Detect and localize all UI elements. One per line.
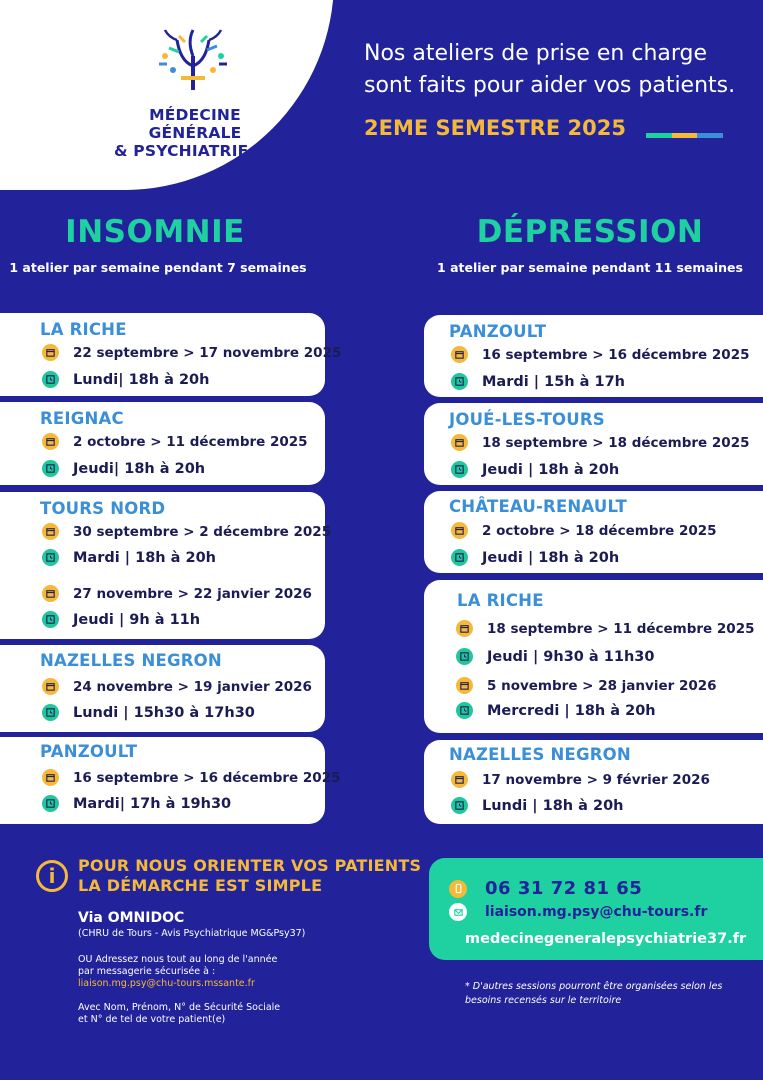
insomnie-card-la-riche	[0, 313, 342, 396]
clock-icon	[451, 797, 468, 814]
session-dates: 18 septembre > 18 décembre 2025	[482, 434, 750, 451]
session-dates: 17 novembre > 9 février 2026	[482, 771, 710, 788]
session-time: Lundi | 15h30 à 17h30	[73, 704, 255, 721]
session-dates: 18 septembre > 11 décembre 2025	[487, 620, 755, 637]
clock-icon	[451, 549, 468, 566]
session-dates: 5 novembre > 28 janvier 2026	[487, 677, 717, 694]
calendar-icon	[456, 677, 473, 694]
calendar-icon	[42, 433, 59, 450]
city-name: TOURS NORD	[40, 499, 166, 518]
via-detail: (CHRU de Tours - Avis Psychiatrique MG&Psy37)	[78, 928, 306, 939]
contact-email[interactable]: liaison.mg.psy@chu-tours.fr	[485, 904, 708, 920]
tree-logo-icon	[155, 26, 231, 92]
phone-number[interactable]: 06 31 72 81 65	[485, 878, 643, 899]
session-dates: 2 octobre > 11 décembre 2025	[73, 433, 308, 450]
session-time: Lundi | 18h à 20h	[482, 797, 624, 814]
calendar-icon	[42, 585, 59, 602]
session-time: Jeudi| 18h à 20h	[73, 460, 206, 477]
depression-subtitle: 1 atelier par semaine pendant 11 semaines	[437, 260, 743, 275]
requirements-line-2: et N° de tel de votre patient(e)	[78, 1014, 226, 1025]
clock-icon	[42, 460, 59, 477]
via-omnidoc: Via OMNIDOC	[78, 910, 185, 926]
clock-icon	[456, 702, 473, 719]
session-dates: 16 septembre > 16 décembre 2025	[482, 346, 750, 363]
semester-label: 2EME SEMESTRE 2025	[364, 116, 626, 140]
insomnie-card-reignac	[0, 402, 325, 485]
insomnie-card-tours-nord	[0, 492, 332, 639]
session-time: Jeudi | 18h à 20h	[482, 549, 620, 566]
session-dates: 22 septembre > 17 novembre 2025	[73, 344, 342, 361]
alt-line-2: par messagerie sécurisée à :	[78, 966, 216, 977]
depression-card-joue-les-tours	[424, 403, 763, 485]
session-time: Mardi| 17h à 19h30	[73, 795, 232, 812]
phone-icon	[449, 880, 467, 898]
orientation-title-2: LA DÉMARCHE EST SIMPLE	[78, 876, 323, 895]
calendar-icon	[451, 434, 468, 451]
depression-card-nazelles-negron	[424, 740, 763, 824]
headline-line-2: sont faits pour aider vos patients.	[364, 73, 736, 98]
footnote	[465, 980, 745, 1008]
depression-card-la-riche	[424, 580, 763, 733]
calendar-icon	[42, 344, 59, 361]
brand-line-2: & PSYCHIATRIE 37	[113, 142, 277, 160]
info-icon: i	[36, 860, 68, 892]
calendar-icon	[42, 678, 59, 695]
city-name: LA RICHE	[40, 320, 127, 339]
calendar-icon	[451, 346, 468, 363]
clock-icon	[42, 371, 59, 388]
city-name: NAZELLES NEGRON	[40, 651, 222, 670]
calendar-icon	[42, 523, 59, 540]
city-name: JOUÉ-LES-TOURS	[449, 410, 605, 429]
footnote-line-2: besoins recensés sur le territoire	[465, 995, 622, 1006]
session-time: Mardi | 18h à 20h	[73, 549, 216, 566]
insomnie-subtitle: 1 atelier par semaine pendant 7 semaines	[9, 260, 307, 275]
calendar-icon	[451, 771, 468, 788]
depression-card-chateau-renault	[424, 491, 763, 573]
clock-icon	[42, 704, 59, 721]
session-dates: 24 novembre > 19 janvier 2026	[73, 678, 312, 695]
clock-icon	[42, 549, 59, 566]
page-headline	[364, 38, 754, 102]
headline-line-1: Nos ateliers de prise en charge	[364, 41, 708, 66]
session-time: Mardi | 15h à 17h	[482, 373, 625, 390]
city-name: CHÂTEAU-RENAULT	[449, 497, 627, 516]
website-link[interactable]: medecinegeneralepsychiatrie37.fr	[465, 931, 747, 947]
session-time: Jeudi | 9h à 11h	[73, 611, 201, 628]
secure-email-link[interactable]: liaison.mg.psy@chu-tours.mssante.fr	[78, 978, 255, 989]
calendar-icon	[42, 769, 59, 786]
clock-icon	[451, 461, 468, 478]
semester-decoration	[646, 133, 723, 138]
city-name: LA RICHE	[457, 591, 544, 610]
clock-icon	[42, 611, 59, 628]
calendar-icon	[451, 522, 468, 539]
requirements-line-1: Avec Nom, Prénom, N° de Sécurité Sociale	[78, 1002, 281, 1013]
brand-line-1: MÉDECINE GÉNÉRALE	[148, 106, 242, 142]
city-name: PANZOULT	[40, 742, 138, 761]
clock-icon	[42, 795, 59, 812]
session-dates: 16 septembre > 16 décembre 2025	[73, 769, 341, 786]
alt-line-1: OU Adressez nous tout au long de l'année	[78, 954, 278, 965]
session-dates: 27 novembre > 22 janvier 2026	[73, 585, 312, 602]
depression-title: DÉPRESSION	[476, 214, 704, 250]
depression-card-panzoult	[424, 315, 763, 397]
insomnie-card-panzoult	[0, 737, 341, 824]
brand-name	[100, 106, 290, 160]
clock-icon	[451, 373, 468, 390]
clock-icon	[456, 648, 473, 665]
insomnie-title: INSOMNIE	[65, 214, 245, 250]
session-time: Mercredi | 18h à 20h	[487, 702, 656, 719]
city-name: NAZELLES NEGRON	[449, 745, 631, 764]
city-name: REIGNAC	[40, 409, 124, 428]
session-time: Jeudi | 18h à 20h	[482, 461, 620, 478]
mail-icon	[449, 903, 467, 921]
session-time: Jeudi | 9h30 à 11h30	[487, 648, 655, 665]
calendar-icon	[456, 620, 473, 637]
session-time: Lundi| 18h à 20h	[73, 371, 210, 388]
orientation-title-1: POUR NOUS ORIENTER VOS PATIENTS	[78, 856, 422, 875]
session-dates: 30 septembre > 2 décembre 2025	[73, 523, 332, 540]
orientation-heading	[78, 856, 421, 896]
insomnie-card-nazelles-negron	[0, 645, 325, 732]
footnote-line-1: * D'autres sessions pourront être organisées selon les	[465, 981, 723, 992]
session-dates: 2 octobre > 18 décembre 2025	[482, 522, 717, 539]
contact-box	[429, 858, 763, 960]
city-name: PANZOULT	[449, 322, 547, 341]
